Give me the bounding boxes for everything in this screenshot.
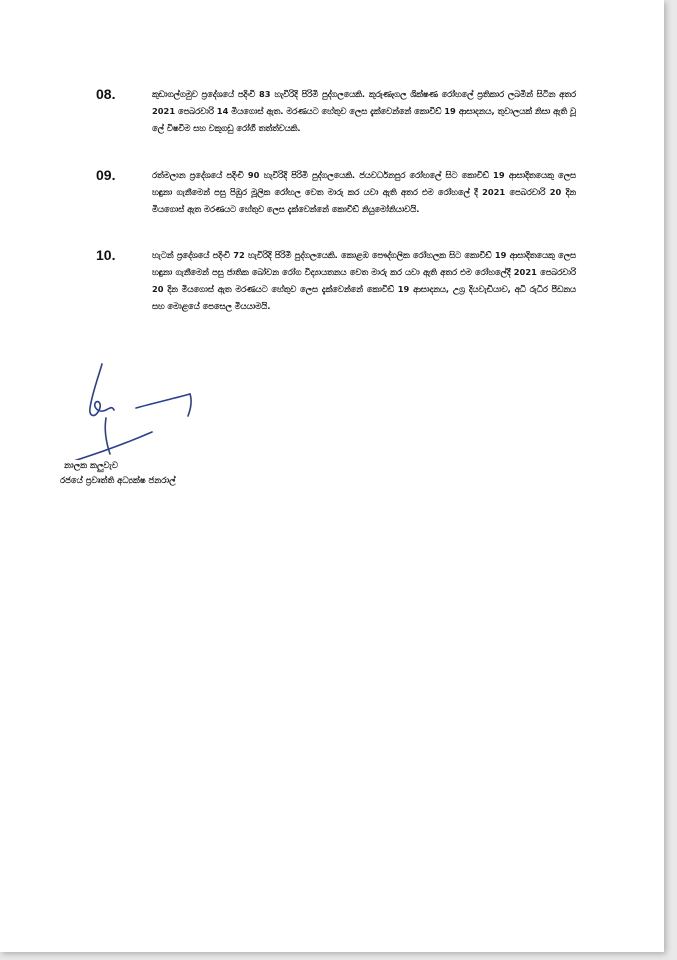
paragraph-number: 08. [96, 86, 116, 102]
paragraph-number: 10. [96, 247, 116, 263]
paragraph-08 [96, 86, 576, 137]
paragraph-09 [96, 167, 576, 218]
signer-title: රජයේ ප්‍රවෘත්ති අධ්‍යක්ෂ ජනරාල් [60, 476, 176, 486]
paragraph-text: රත්මලාන ප්‍රදේශයේ පදිංචි 90 හැවිරිදි පිරිමි පුද්ගලයෙකි. ජයවර්ධනපුර රෝහලේ සිට කොවිඩ් 19 ආසාදිතයෙකු ලෙස හඳුනා ගැනීමෙන් පසු පිඹුර මූලික රෝහල වෙත මාරු කර යවා ඇති අතර එම රෝහලේ දී 2021 පෙබරවාරි 20 දින මියගොස් ඇත මරණයට හේතුව ලෙස දැක්වෙන්නේ කොවිඩ් නියුමෝනියාවයි. [152, 170, 576, 214]
handwritten-signature [40, 360, 230, 460]
paragraph-text: හැටන් ප්‍රදේශයේ පදිංචි 72 හැවිරිදි පිරිමි පුද්ගලයෙකි. කොළඹ පෞද්ගලික රෝහලක සිට කොවිඩ් 19 ආසාදිතයෙකු ලෙස හඳුනා ගැනීමෙන් පසු ජාතික බෝවන රෝග විද්‍යායතනය වෙත මාරු කර යවා ඇති අතර එම රෝහලේදී 2021 පෙබරවාරි 20 දින මියගොස් ඇත මරණයට හේතුව ලෙස දැක්වෙන්නේ කොවිඩ් 19 ආසාදනය, උග්‍ර දියවැඩියාව, අධි රුධිර පීඩනය සහ මොළයේ පෙසෙල මියයාමයි. [152, 250, 576, 311]
signer-name: නාලක කලුවැව [64, 461, 119, 471]
paragraph-10 [96, 247, 576, 315]
paragraph-number: 09. [96, 167, 116, 183]
paragraph-text: කුඩාගල්ගමුව ප්‍රදේශයේ පදිංචි 83 හැවිරිදි පිරිමි පුද්ගලයෙකි. කුරුණෑගල ශික්ෂණ රෝහලේ ප්‍රතිකාර ලබමින් සිටින අතර 2021 පෙබරවාරි 14 මියගොස් ඇත. මරණයට හේතුව ලෙස දැක්වෙන්නේ කොවිඩ් 19 ආසාදනය, තුවාලයක් නිසා ඇති වූ ලේ විෂවීම සහ වකුගඩු රෝගී තත්ත්වයකි. [152, 89, 576, 133]
